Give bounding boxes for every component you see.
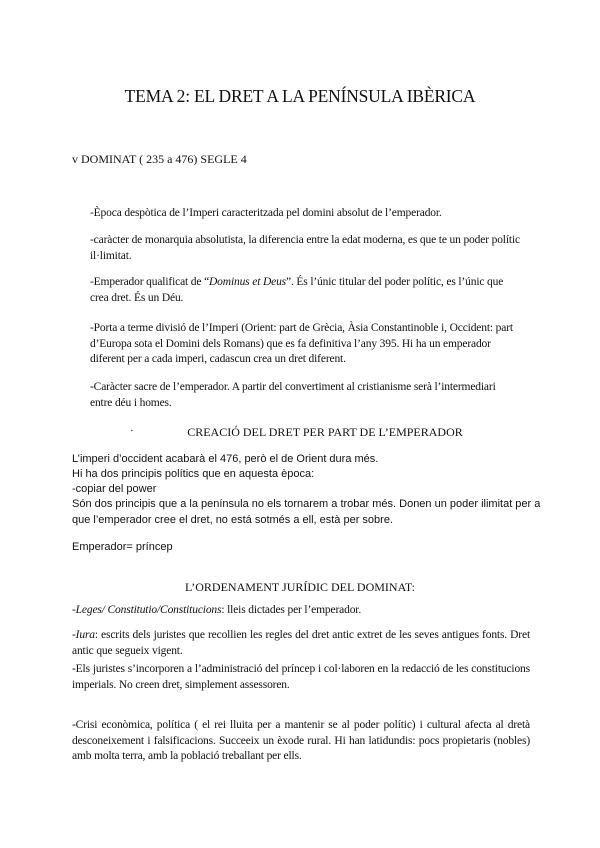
text-segment: : escrits dels juristes que recollien les regles del dret antic extret de les seves antigues fonts. Dret antic que segueix vigent. bbox=[72, 629, 530, 657]
text-line-imperi: L’imperi d’occident acabarà el 476, però el de Orient dura més. bbox=[72, 453, 379, 465]
paragraph-leges bbox=[72, 603, 530, 619]
text-line-emperador-princep: Emperador= príncep bbox=[72, 541, 173, 553]
paragraph-epoca: -Època despòtica de l’Imperi caracteritzada pel domini absolut de l’emperador. bbox=[90, 207, 442, 219]
section-heading-dominat: v DOMINAT ( 235 a 476) SEGLE 4 bbox=[72, 152, 247, 166]
paragraph-monarquia: -caràcter de monarquia absolutista, la diferencia entre la edat moderna, es que te un poder polític il·limitat. bbox=[90, 234, 520, 262]
bullet-dot: · bbox=[130, 425, 134, 437]
paragraph-crisi: -Crisi econòmica, política ( el rei lluita per a mantenir se al poder polític) i cultural afecta al dretà desconeixement i falsificacions. Succeeix un èxode rural. Hi han latidundis: pocs propietaris (nobles) amb molta terra, amb la població treballant per ells. bbox=[72, 719, 530, 762]
text-line-peninsula: Són dos principis que a la península no els tornarem a trobar més. Donen un poder ilimitat per a que l’emperador cree el dret, no está sotmés a ell, està per sobre. bbox=[72, 498, 541, 526]
text-line-principis: Hi ha dos principis polítics que en aquesta època: bbox=[72, 468, 315, 480]
emphasis-text: -Iura bbox=[72, 629, 95, 641]
paragraph-iura bbox=[72, 628, 530, 659]
emphasis-text: Dominus et Deus bbox=[209, 276, 286, 288]
emphasis-text: -Leges/ Constitutio/Constitucions bbox=[72, 604, 222, 616]
paragraph-emperador bbox=[90, 275, 520, 306]
paragraph-juristes: -Els juristes s’incorporen a l’administració del príncep i col·laboren en la redacció de les constitucions imperials. No creen dret, simplement assessoren. bbox=[72, 663, 530, 691]
text-segment: : lleis dictades per l’emperador. bbox=[221, 604, 362, 616]
section-heading-creacio: CREACIÓ DEL DRET PER PART DE L’EMPERADOR bbox=[187, 425, 463, 439]
paragraph-divisio: -Porta a terme divisió de l’Imperi (Orient: part de Grècia, Àsia Constantinoble i, Occident: part d’Europa sota el Domini dels Romans) que es fa definitiva l’any 395. Hi ha un emperador diferent per a cada imperi, cadascun crea un dret diferent. bbox=[90, 322, 513, 365]
page-title: TEMA 2: EL DRET A LA PENÍNSULA IBÈRICA bbox=[124, 86, 476, 106]
paragraph-sacre: -Caràcter sacre de l’emperador. A partir del convertiment al cristianisme serà l’intermediari entre déu i homes. bbox=[90, 381, 496, 409]
text-line-copiar: -copiar del power bbox=[72, 483, 157, 495]
text-segment: -Emperador qualificat de “ bbox=[90, 276, 210, 288]
text-segment: ”. És l’únic titular del poder polític, es l’únic que crea dret. És un Déu. bbox=[90, 276, 504, 304]
section-heading-ordenament: L’ORDENAMENT JURÍDIC DEL DOMINAT: bbox=[185, 580, 415, 594]
